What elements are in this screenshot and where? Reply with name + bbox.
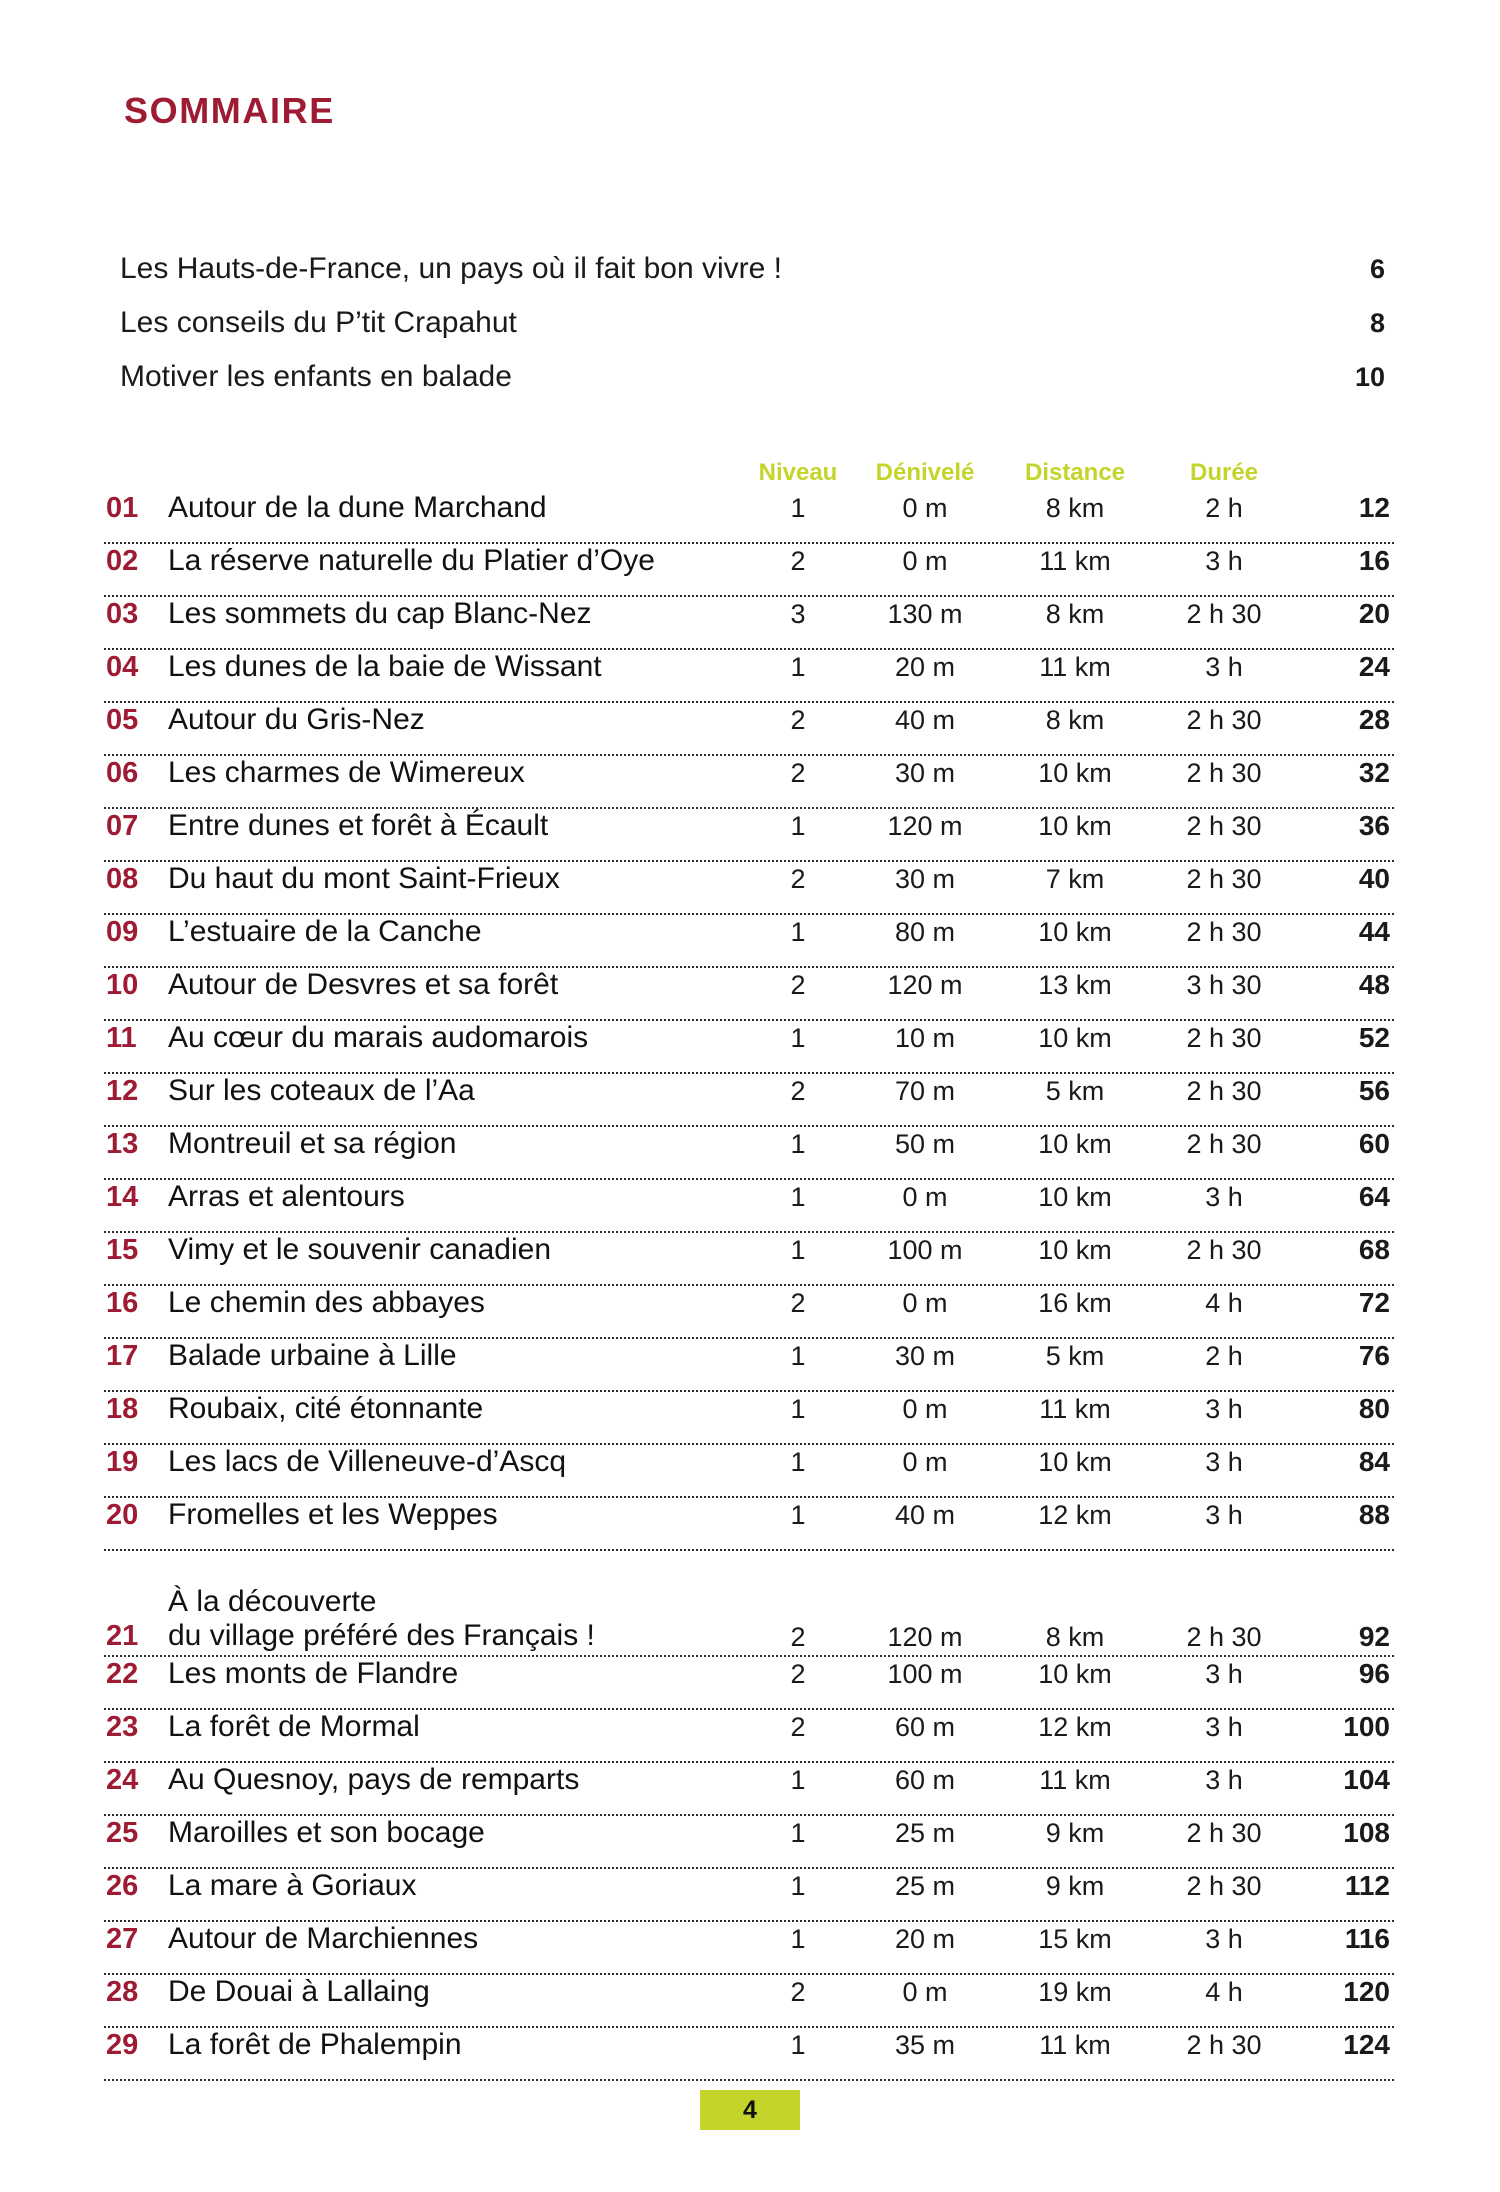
walk-level: 1 xyxy=(790,1235,806,1265)
walk-number: 04 xyxy=(106,651,139,683)
walk-title-line-1: La forêt de Mormal xyxy=(168,1710,420,1743)
walk-distance: 12 km xyxy=(1038,1712,1112,1742)
walk-distance: 8 km xyxy=(1045,493,1105,523)
table-row[interactable] xyxy=(104,862,1394,915)
walk-title-line-1: Sur les coteaux de l’Aa xyxy=(168,1074,475,1107)
table-row[interactable] xyxy=(104,1551,1394,1657)
walk-title-line-1: Vimy et le souvenir canadien xyxy=(168,1233,551,1266)
walk-level: 2 xyxy=(790,1977,806,2007)
walk-level: 1 xyxy=(790,1765,806,1795)
walk-page: 84 xyxy=(1358,1446,1390,1477)
walk-title xyxy=(168,1127,746,1161)
walk-elevation: 20 m xyxy=(894,1924,956,1954)
walk-title-line-2: du village préféré des Français ! xyxy=(168,1619,595,1652)
table-row[interactable] xyxy=(104,1021,1394,1074)
walk-number: 24 xyxy=(106,1764,139,1796)
walk-distance: 10 km xyxy=(1038,758,1112,788)
walk-page: 28 xyxy=(1358,704,1390,735)
walk-page: 16 xyxy=(1358,545,1390,576)
walk-page: 104 xyxy=(1343,1764,1390,1795)
walk-duration: 3 h xyxy=(1205,1394,1243,1424)
walk-title-line-1: Autour de Desvres et sa forêt xyxy=(168,968,559,1001)
walk-elevation: 30 m xyxy=(894,864,956,894)
walk-distance: 11 km xyxy=(1039,546,1111,576)
walk-elevation: 40 m xyxy=(894,705,956,735)
walk-elevation: 70 m xyxy=(894,1076,956,1106)
walk-title-line-1: La forêt de Phalempin xyxy=(168,2028,462,2061)
walk-distance: 10 km xyxy=(1038,1235,1112,1265)
walk-level: 1 xyxy=(790,1500,806,1530)
walk-level: 2 xyxy=(790,1712,806,1742)
walk-title xyxy=(168,1498,746,1532)
walk-elevation: 30 m xyxy=(894,1341,956,1371)
table-row[interactable] xyxy=(104,1869,1394,1922)
walk-number: 03 xyxy=(106,598,139,630)
walk-page: 108 xyxy=(1343,1817,1390,1848)
walk-title xyxy=(168,1585,746,1653)
table-header-row xyxy=(104,447,1394,491)
walk-title-line-1: Les lacs de Villeneuve-d’Ascq xyxy=(168,1445,567,1478)
walk-distance: 13 km xyxy=(1038,970,1112,1000)
walk-title xyxy=(168,1021,746,1055)
walk-duration: 2 h 30 xyxy=(1186,811,1262,841)
walk-page: 60 xyxy=(1358,1128,1390,1159)
walk-title-line-1: Les monts de Flandre xyxy=(168,1657,459,1690)
intro-entry-label: Les conseils du P’tit Crapahut xyxy=(120,306,517,339)
walk-distance: 7 km xyxy=(1045,864,1105,894)
walk-level: 1 xyxy=(790,1924,806,1954)
walk-page: 96 xyxy=(1358,1658,1390,1689)
walk-duration: 2 h 30 xyxy=(1186,917,1262,947)
column-header-distance: Distance xyxy=(1024,459,1126,486)
walk-level: 2 xyxy=(790,1288,806,1318)
walk-distance: 8 km xyxy=(1045,705,1105,735)
walk-title-line-1: Les dunes de la baie de Wissant xyxy=(168,650,602,683)
walk-page: 40 xyxy=(1358,863,1390,894)
walk-number: 23 xyxy=(106,1711,139,1743)
walk-distance: 11 km xyxy=(1039,1765,1111,1795)
walk-title xyxy=(168,1710,746,1744)
walk-number: 02 xyxy=(106,545,139,577)
walk-elevation: 60 m xyxy=(894,1712,956,1742)
walk-distance: 16 km xyxy=(1038,1288,1112,1318)
walk-title-line-1: Balade urbaine à Lille xyxy=(168,1339,457,1372)
walk-duration: 2 h 30 xyxy=(1186,758,1262,788)
walk-title xyxy=(168,1392,746,1426)
column-header-level: Niveau xyxy=(758,459,838,486)
walk-elevation: 0 m xyxy=(902,1447,948,1477)
walk-elevation: 130 m xyxy=(887,599,963,629)
walk-elevation: 0 m xyxy=(902,1977,948,2007)
walk-page: 112 xyxy=(1344,1870,1390,1901)
walk-duration: 3 h xyxy=(1205,1182,1243,1212)
walk-title xyxy=(168,1869,746,1903)
table-row[interactable] xyxy=(104,1286,1394,1339)
table-row[interactable] xyxy=(104,915,1394,968)
walk-page: 20 xyxy=(1358,598,1390,629)
walk-title xyxy=(168,2028,746,2062)
walk-title-line-1: Les sommets du cap Blanc-Nez xyxy=(168,597,592,630)
walk-title-line-1: Autour du Gris-Nez xyxy=(168,703,425,736)
walk-level: 1 xyxy=(790,493,806,523)
walk-title xyxy=(168,1445,746,1479)
walk-distance: 11 km xyxy=(1039,2030,1111,2060)
walk-level: 2 xyxy=(790,1622,806,1652)
walk-level: 1 xyxy=(790,1447,806,1477)
walk-duration: 4 h xyxy=(1205,1977,1243,2007)
walk-title xyxy=(168,703,746,737)
walk-number: 12 xyxy=(106,1075,139,1107)
walk-duration: 2 h 30 xyxy=(1186,1622,1262,1652)
walk-title-line-1: À la découverte xyxy=(168,1585,377,1618)
walk-duration: 2 h 30 xyxy=(1186,2030,1262,2060)
walk-number: 15 xyxy=(106,1234,139,1266)
walk-duration: 4 h xyxy=(1205,1288,1243,1318)
walk-elevation: 40 m xyxy=(894,1500,956,1530)
walk-title-line-1: Arras et alentours xyxy=(168,1180,405,1213)
walk-number: 17 xyxy=(106,1340,139,1372)
walk-title xyxy=(168,968,746,1002)
walk-title-line-1: Roubaix, cité étonnante xyxy=(168,1392,484,1425)
walk-distance: 10 km xyxy=(1038,1659,1112,1689)
walk-level: 1 xyxy=(790,652,806,682)
table-row[interactable] xyxy=(104,491,1394,544)
walk-duration: 3 h xyxy=(1205,1765,1243,1795)
walk-level: 2 xyxy=(790,546,806,576)
walk-level: 1 xyxy=(790,1818,806,1848)
walk-page: 36 xyxy=(1358,810,1390,841)
walk-duration: 2 h 30 xyxy=(1186,1129,1262,1159)
walk-distance: 9 km xyxy=(1045,1818,1105,1848)
walk-duration: 2 h xyxy=(1205,493,1243,523)
walk-distance: 12 km xyxy=(1038,1500,1112,1530)
walk-level: 2 xyxy=(790,758,806,788)
walk-duration: 3 h xyxy=(1205,1447,1243,1477)
table-row[interactable] xyxy=(104,809,1394,862)
column-header-duration: Durée xyxy=(1189,459,1259,486)
walk-page: 80 xyxy=(1358,1393,1390,1424)
table-row[interactable] xyxy=(104,1816,1394,1869)
table-row[interactable] xyxy=(104,2028,1394,2081)
walk-title-line-1: Au cœur du marais audomarois xyxy=(168,1021,589,1054)
walk-level: 2 xyxy=(790,705,806,735)
walk-level: 2 xyxy=(790,864,806,894)
intro-entry[interactable] xyxy=(120,242,1385,296)
walk-number: 22 xyxy=(106,1658,139,1690)
walk-page: 12 xyxy=(1358,492,1390,523)
walk-number: 01 xyxy=(106,492,139,524)
walk-level: 1 xyxy=(790,1129,806,1159)
walk-elevation: 0 m xyxy=(902,1394,948,1424)
walk-distance: 15 km xyxy=(1038,1924,1112,1954)
walk-level: 2 xyxy=(790,970,806,1000)
walk-number: 29 xyxy=(106,2029,139,2061)
intro-entry-page: 10 xyxy=(1354,362,1385,392)
walk-elevation: 20 m xyxy=(894,652,956,682)
walk-number: 05 xyxy=(106,704,139,736)
table-row[interactable] xyxy=(104,1180,1394,1233)
walk-page: 24 xyxy=(1358,651,1390,682)
walk-duration: 3 h xyxy=(1205,1924,1243,1954)
walk-duration: 3 h 30 xyxy=(1186,970,1262,1000)
walk-level: 1 xyxy=(790,1341,806,1371)
walk-duration: 2 h 30 xyxy=(1186,705,1262,735)
walk-page: 120 xyxy=(1343,1976,1390,2007)
walk-number: 18 xyxy=(106,1393,139,1425)
walk-elevation: 80 m xyxy=(894,917,956,947)
walk-number: 16 xyxy=(106,1287,139,1319)
walk-distance: 10 km xyxy=(1038,917,1112,947)
table-row[interactable] xyxy=(104,1445,1394,1498)
walk-elevation: 100 m xyxy=(887,1659,963,1689)
walk-title xyxy=(168,1816,746,1850)
walk-level: 1 xyxy=(790,2030,806,2060)
walk-title xyxy=(168,915,746,949)
walk-title xyxy=(168,809,746,843)
walk-title-line-1: Autour de Marchiennes xyxy=(168,1922,479,1955)
walk-page: 72 xyxy=(1358,1287,1390,1318)
walk-page: 56 xyxy=(1358,1075,1390,1106)
walk-elevation: 10 m xyxy=(894,1023,956,1053)
walk-title xyxy=(168,1339,746,1373)
walk-title xyxy=(168,491,746,525)
walk-page: 64 xyxy=(1358,1181,1390,1212)
walk-title xyxy=(168,1074,746,1108)
intro-entry[interactable] xyxy=(120,350,1385,404)
walk-elevation: 100 m xyxy=(887,1235,963,1265)
walk-title-line-1: Au Quesnoy, pays de remparts xyxy=(168,1763,580,1796)
walk-distance: 10 km xyxy=(1038,1129,1112,1159)
walk-duration: 3 h xyxy=(1205,546,1243,576)
walk-title xyxy=(168,1286,746,1320)
walk-level: 1 xyxy=(790,1871,806,1901)
walk-number: 14 xyxy=(106,1181,139,1213)
table-row[interactable] xyxy=(104,703,1394,756)
walk-elevation: 50 m xyxy=(894,1129,956,1159)
table-body xyxy=(104,491,1394,2081)
walk-distance: 5 km xyxy=(1045,1341,1105,1371)
table-row[interactable] xyxy=(104,1074,1394,1127)
table-row[interactable] xyxy=(104,1710,1394,1763)
table-row[interactable] xyxy=(104,1657,1394,1710)
walk-title-line-1: Les charmes de Wimereux xyxy=(168,756,525,789)
walk-page: 44 xyxy=(1358,916,1390,947)
walk-number: 26 xyxy=(106,1870,139,1902)
walk-elevation: 30 m xyxy=(894,758,956,788)
walk-duration: 2 h 30 xyxy=(1186,1076,1262,1106)
walk-title-line-1: Le chemin des abbayes xyxy=(168,1286,485,1319)
walk-elevation: 35 m xyxy=(894,2030,956,2060)
walk-distance: 8 km xyxy=(1045,1622,1105,1652)
walk-title-line-1: Entre dunes et forêt à Écault xyxy=(168,809,549,842)
walk-number: 19 xyxy=(106,1446,139,1478)
walk-title-line-1: Du haut du mont Saint-Frieux xyxy=(168,862,560,895)
walk-elevation: 0 m xyxy=(902,1182,948,1212)
walk-number: 20 xyxy=(106,1499,139,1531)
table-row[interactable] xyxy=(104,1339,1394,1392)
table-row[interactable] xyxy=(104,1233,1394,1286)
walk-number: 21 xyxy=(106,1620,139,1652)
walk-number: 07 xyxy=(106,810,139,842)
walk-level: 1 xyxy=(790,811,806,841)
walk-title-line-1: La réserve naturelle du Platier d’Oye xyxy=(168,544,655,577)
table-of-contents xyxy=(104,447,1394,2081)
walk-level: 3 xyxy=(790,599,806,629)
walk-level: 1 xyxy=(790,1023,806,1053)
walk-distance: 10 km xyxy=(1038,1447,1112,1477)
intro-entry-page: 6 xyxy=(1369,254,1385,284)
table-row[interactable] xyxy=(104,597,1394,650)
walk-duration: 3 h xyxy=(1205,1659,1243,1689)
walk-page: 88 xyxy=(1358,1499,1390,1530)
walk-elevation: 120 m xyxy=(887,970,963,1000)
walk-number: 09 xyxy=(106,916,139,948)
walk-duration: 2 h 30 xyxy=(1186,1235,1262,1265)
walk-elevation: 25 m xyxy=(894,1818,956,1848)
walk-number: 27 xyxy=(106,1923,139,1955)
walk-level: 2 xyxy=(790,1076,806,1106)
walk-number: 11 xyxy=(106,1022,137,1054)
walk-distance: 10 km xyxy=(1038,1023,1112,1053)
walk-distance: 10 km xyxy=(1038,811,1112,841)
walk-page: 32 xyxy=(1358,757,1390,788)
walk-number: 06 xyxy=(106,757,139,789)
walk-distance: 5 km xyxy=(1045,1076,1105,1106)
walk-duration: 2 h 30 xyxy=(1186,599,1262,629)
walk-title xyxy=(168,597,746,631)
walk-page: 100 xyxy=(1343,1711,1390,1742)
walk-page: 76 xyxy=(1358,1340,1390,1371)
walk-title xyxy=(168,756,746,790)
walk-elevation: 0 m xyxy=(902,1288,948,1318)
walk-level: 2 xyxy=(790,1659,806,1689)
walk-title xyxy=(168,1922,746,1956)
walk-number: 25 xyxy=(106,1817,139,1849)
walk-duration: 2 h 30 xyxy=(1186,1818,1262,1848)
column-header-elevation: Dénivelé xyxy=(875,459,975,486)
walk-page: 116 xyxy=(1344,1923,1390,1954)
walk-level: 1 xyxy=(790,1394,806,1424)
walk-level: 1 xyxy=(790,917,806,947)
intro-entry-label: Motiver les enfants en balade xyxy=(120,360,512,393)
table-row[interactable] xyxy=(104,1127,1394,1180)
intro-entry[interactable] xyxy=(120,296,1385,350)
walk-distance: 8 km xyxy=(1045,599,1105,629)
page-title: SOMMAIRE xyxy=(124,90,335,131)
table-row[interactable] xyxy=(104,1763,1394,1816)
walk-number: 13 xyxy=(106,1128,139,1160)
walk-title-line-1: La mare à Goriaux xyxy=(168,1869,417,1902)
walk-page: 68 xyxy=(1358,1234,1390,1265)
walk-number: 28 xyxy=(106,1976,139,2008)
walk-elevation: 0 m xyxy=(902,546,948,576)
walk-title-line-1: Fromelles et les Weppes xyxy=(168,1498,498,1531)
walk-title xyxy=(168,650,746,684)
walk-elevation: 60 m xyxy=(894,1765,956,1795)
walk-title xyxy=(168,544,746,578)
table-row[interactable] xyxy=(104,650,1394,703)
walk-page: 92 xyxy=(1358,1621,1390,1652)
walk-duration: 2 h 30 xyxy=(1186,864,1262,894)
intro-entry-label: Les Hauts-de-France, un pays où il fait bon vivre ! xyxy=(120,252,782,285)
walk-title-line-1: Autour de la dune Marchand xyxy=(168,491,547,524)
walk-number: 08 xyxy=(106,863,139,895)
walk-title-line-1: Montreuil et sa région xyxy=(168,1127,457,1160)
walk-title xyxy=(168,1975,746,2009)
table-row[interactable] xyxy=(104,1392,1394,1445)
walk-duration: 2 h 30 xyxy=(1186,1871,1262,1901)
walk-elevation: 0 m xyxy=(902,493,948,523)
walk-duration: 2 h xyxy=(1205,1341,1243,1371)
intro-list xyxy=(120,242,1385,404)
walk-distance: 11 km xyxy=(1039,652,1111,682)
table-row[interactable] xyxy=(104,1922,1394,1975)
table-row[interactable] xyxy=(104,544,1394,597)
walk-distance: 10 km xyxy=(1038,1182,1112,1212)
walk-title-line-1: L’estuaire de la Canche xyxy=(168,915,482,948)
walk-duration: 3 h xyxy=(1205,652,1243,682)
walk-title xyxy=(168,1180,746,1214)
walk-title xyxy=(168,1657,746,1691)
walk-title-line-1: Maroilles et son bocage xyxy=(168,1816,485,1849)
walk-page: 48 xyxy=(1358,969,1390,1000)
table-row[interactable] xyxy=(104,1498,1394,1551)
table-row[interactable] xyxy=(104,968,1394,1021)
walk-duration: 2 h 30 xyxy=(1186,1023,1262,1053)
walk-title xyxy=(168,1763,746,1797)
walk-number: 10 xyxy=(106,969,139,1001)
walk-distance: 19 km xyxy=(1038,1977,1112,2007)
walk-title-line-1: De Douai à Lallaing xyxy=(168,1975,430,2008)
walk-title xyxy=(168,1233,746,1267)
walk-elevation: 25 m xyxy=(894,1871,956,1901)
walk-distance: 9 km xyxy=(1045,1871,1105,1901)
walk-duration: 3 h xyxy=(1205,1712,1243,1742)
table-row[interactable] xyxy=(104,1975,1394,2028)
walk-duration: 3 h xyxy=(1205,1500,1243,1530)
table-row[interactable] xyxy=(104,756,1394,809)
walk-elevation: 120 m xyxy=(887,811,963,841)
walk-page: 52 xyxy=(1358,1022,1390,1053)
walk-distance: 11 km xyxy=(1039,1394,1111,1424)
walk-elevation: 120 m xyxy=(887,1622,963,1652)
walk-title xyxy=(168,862,746,896)
intro-entry-page: 8 xyxy=(1369,308,1385,338)
footer-page-badge: 4 xyxy=(700,2090,800,2130)
walk-level: 1 xyxy=(790,1182,806,1212)
walk-page: 124 xyxy=(1343,2029,1390,2060)
